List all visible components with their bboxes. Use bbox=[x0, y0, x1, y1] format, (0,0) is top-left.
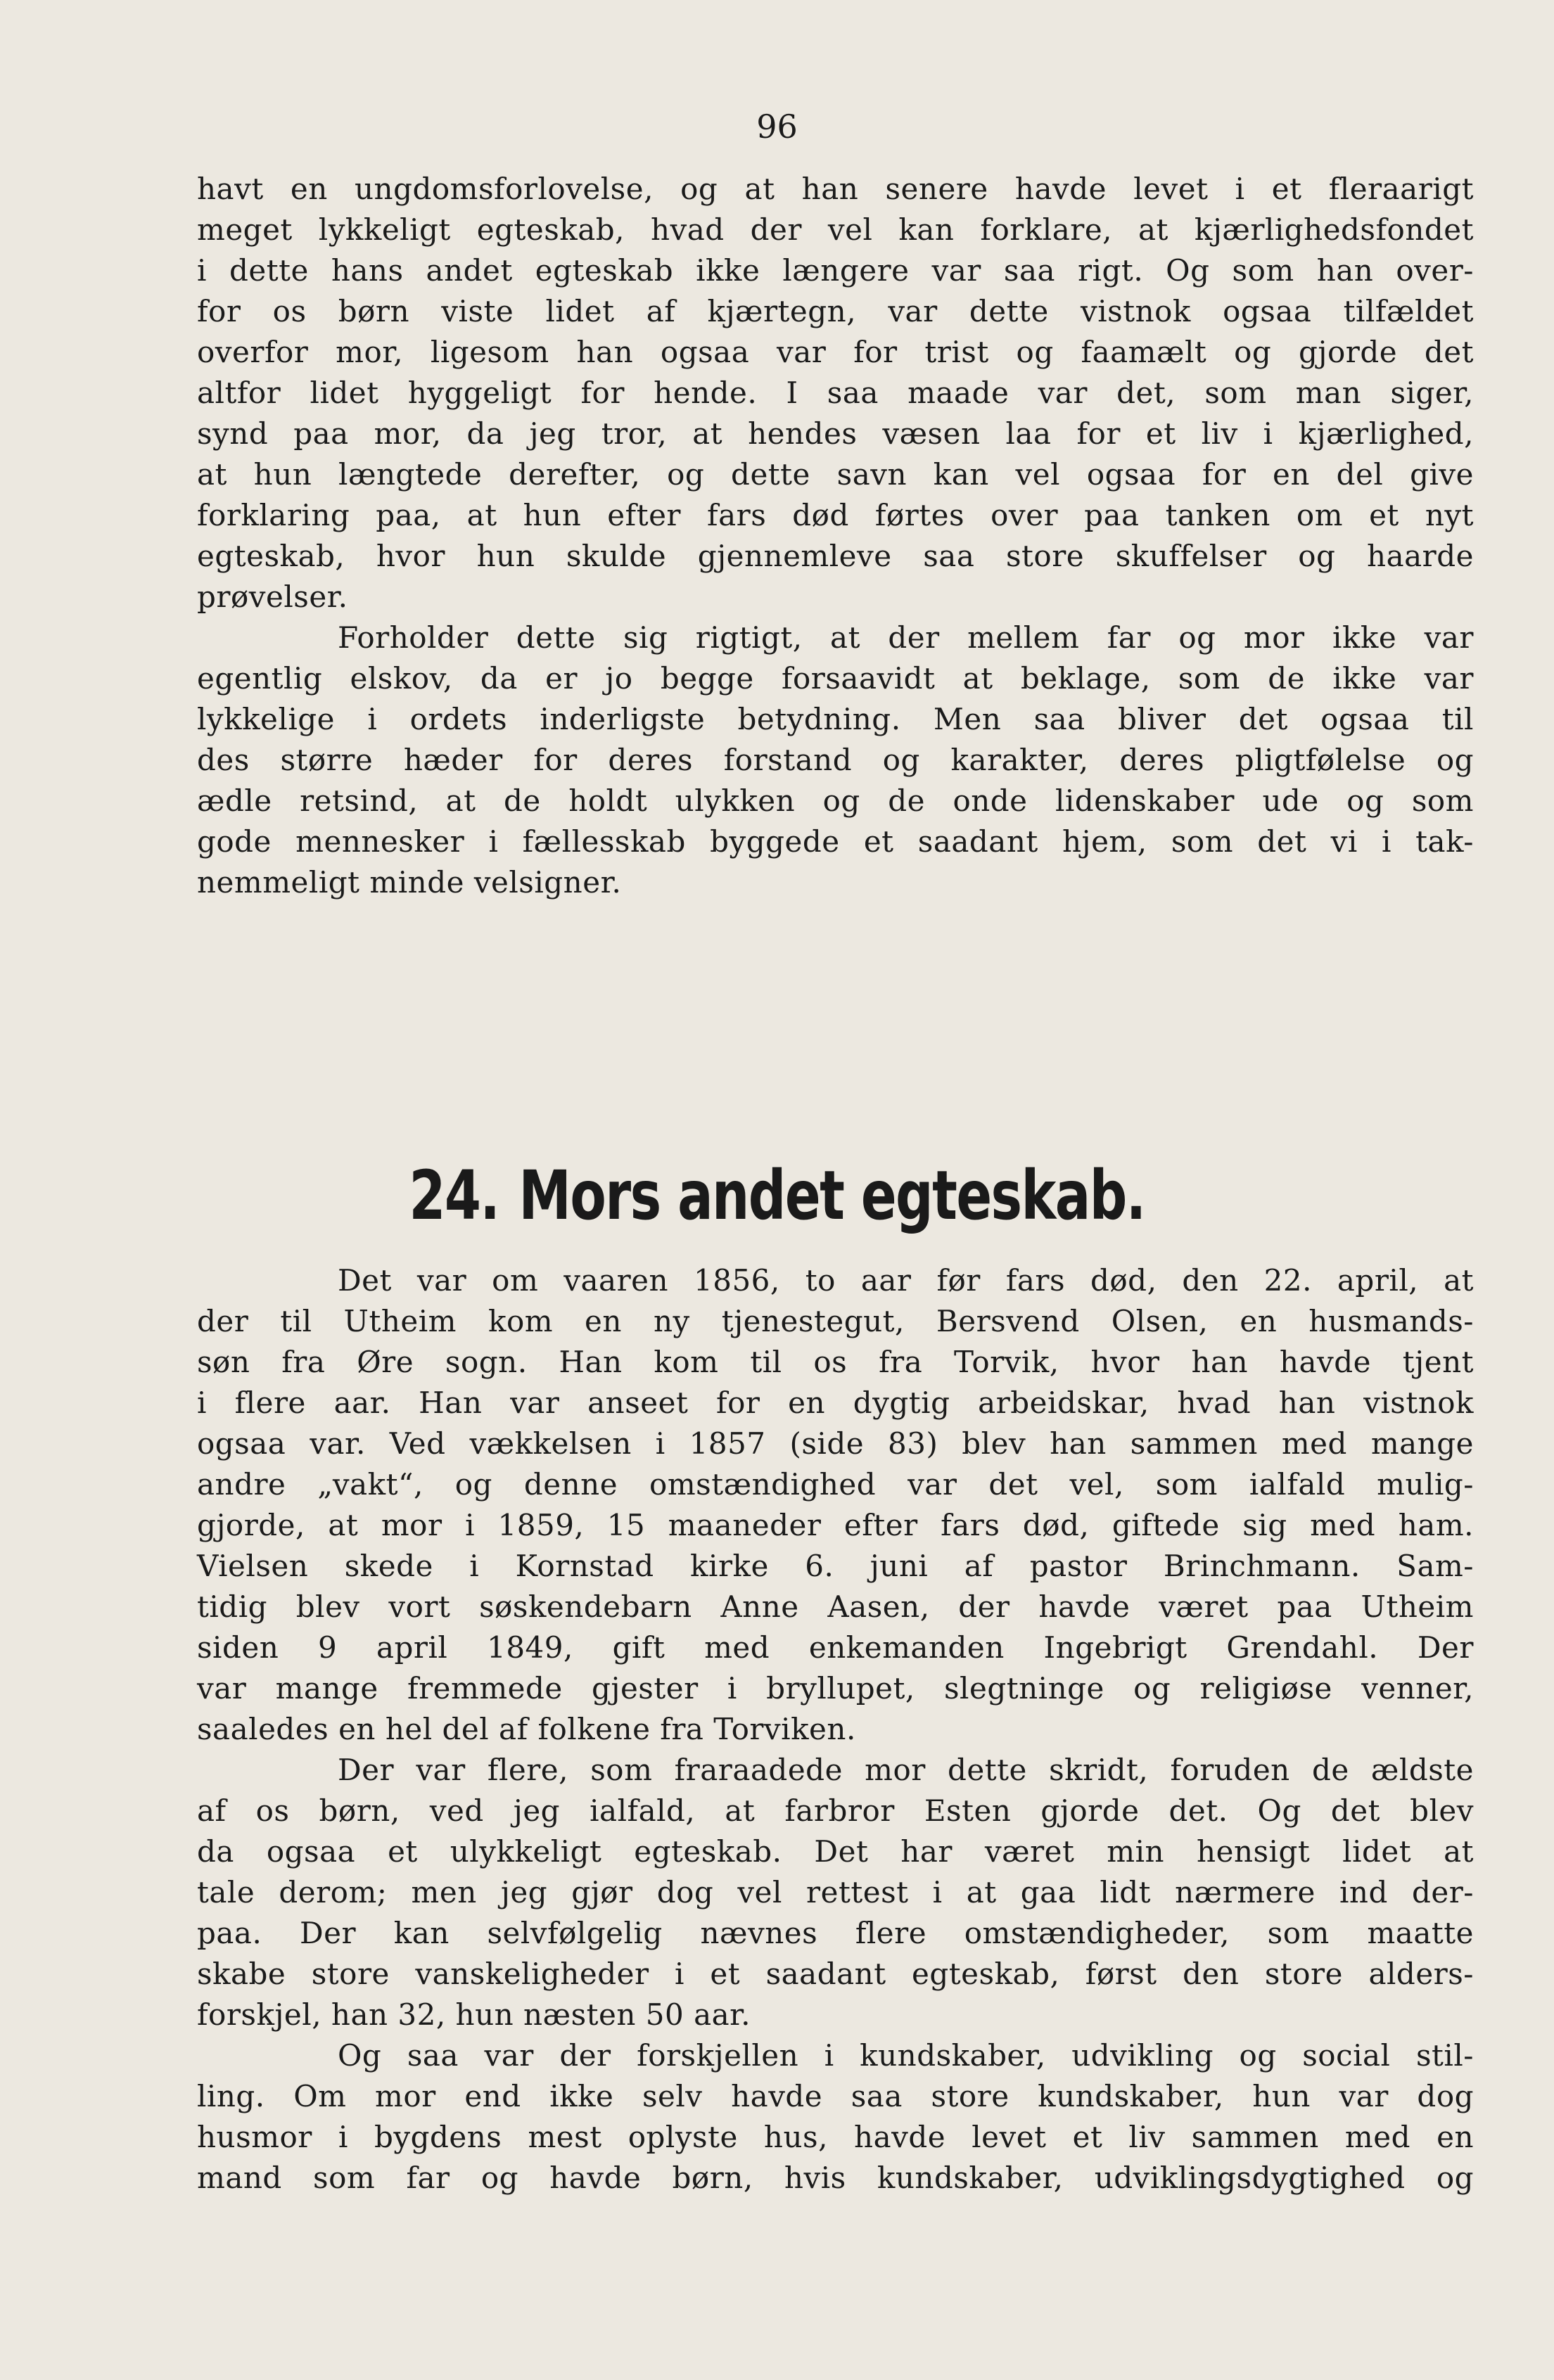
text-line: forskjel, han 32, hun næsten 50 aar. bbox=[197, 1997, 751, 2032]
text-line: forklaring paa, at hun efter fars død førtes over paa tanken om et nyt bbox=[197, 498, 1474, 532]
text-line: i dette hans andet egteskab ikke længere var saa rigt. Og som han over- bbox=[197, 253, 1474, 288]
text-line: paa. Der kan selvfølgelig nævnes flere omstændigheder, som maatte bbox=[197, 1916, 1474, 1950]
text-line: Og saa var der forskjellen i kundskaber, udvikling og social stil- bbox=[338, 2038, 1474, 2073]
text-line: siden 9 april 1849, gift med enkemanden Ingebrigt Grendahl. Der bbox=[197, 1630, 1474, 1665]
text-line: der til Utheim kom en ny tjenestegut, Bersvend Olsen, en husmands- bbox=[197, 1304, 1474, 1338]
text-line: ædle retsind, at de holdt ulykken og de onde lidenskaber ude og som bbox=[197, 783, 1474, 818]
chapter-number: 24. bbox=[409, 1156, 499, 1235]
text-line: lykkelige i ordets inderligste betydning. Men saa bliver det ogsaa til bbox=[197, 702, 1474, 736]
text-line: nemmeligt minde velsigner. bbox=[197, 865, 622, 900]
text-line: Der var flere, som fraraadede mor dette skridt, foruden de ældste bbox=[338, 1753, 1474, 1787]
text-line: gjorde, at mor i 1859, 15 maaneder efter fars død, giftede sig med ham. bbox=[197, 1508, 1474, 1542]
text-line: søn fra Øre sogn. Han kom til os fra Torvik, hvor han havde tjent bbox=[197, 1345, 1474, 1379]
text-line: prøvelser. bbox=[197, 580, 348, 614]
chapter-title: Mors andet egteskab. bbox=[518, 1156, 1145, 1235]
text-line: Forholder dette sig rigtigt, at der mellem far og mor ikke var bbox=[338, 620, 1474, 655]
text-line: at hun længtede derefter, og dette savn kan vel ogsaa for en del give bbox=[197, 457, 1474, 492]
text-line: ogsaa var. Ved vækkelsen i 1857 (side 83) blev han sammen med mange bbox=[197, 1426, 1474, 1461]
chapter-heading bbox=[171, 1153, 1383, 1238]
text-line: var mange fremmede gjester i bryllupet, slegtninge og religiøse venner, bbox=[197, 1671, 1474, 1706]
text-line: meget lykkeligt egteskab, hvad der vel kan forklare, at kjærlighedsfondet bbox=[197, 212, 1474, 247]
text-line: husmor i bygdens mest oplyste hus, havde levet et liv sammen med en bbox=[197, 2120, 1474, 2154]
text-line: overfor mor, ligesom han ogsaa var for trist og faamælt og gjorde det bbox=[197, 335, 1474, 369]
text-line: egteskab, hvor hun skulde gjennemleve saa store skuffelser og haarde bbox=[197, 539, 1474, 573]
text-line: saaledes en hel del af folkene fra Torviken. bbox=[197, 1712, 856, 1746]
text-line: Det var om vaaren 1856, to aar før fars død, den 22. april, at bbox=[338, 1263, 1474, 1298]
text-line: altfor lidet hyggeligt for hende. I saa maade var det, som man siger, bbox=[197, 376, 1474, 410]
text-line: andre „vakt“, og denne omstændighed var det vel, som ialfald mulig- bbox=[197, 1467, 1474, 1502]
text-line: mand som far og havde børn, hvis kundskaber, udviklingsdygtighed og bbox=[197, 2161, 1474, 2195]
text-line: Vielsen skede i Kornstad kirke 6. juni af pastor Brinchmann. Sam- bbox=[197, 1549, 1474, 1583]
text-line: da ogsaa et ulykkeligt egteskab. Det har været min hensigt lidet at bbox=[197, 1834, 1474, 1869]
text-line: synd paa mor, da jeg tror, at hendes væsen laa for et liv i kjærlighed, bbox=[197, 416, 1474, 451]
body-text-bottom bbox=[197, 1260, 1474, 2199]
text-line: ling. Om mor end ikke selv havde saa store kundskaber, hun var dog bbox=[197, 2079, 1474, 2113]
text-line: af os børn, ved jeg ialfald, at farbror Esten gjorde det. Og det blev bbox=[197, 1793, 1474, 1828]
text-line: egentlig elskov, da er jo begge forsaavidt at beklage, som de ikke var bbox=[197, 661, 1474, 696]
page-number: 96 bbox=[756, 108, 798, 146]
text-line: des større hæder for deres forstand og karakter, deres pligtfølelse og bbox=[197, 743, 1474, 777]
text-line: for os børn viste lidet af kjærtegn, var dette vistnok ogsaa tilfældet bbox=[197, 294, 1474, 328]
text-line: i flere aar. Han var anseet for en dygtig arbeidskar, hvad han vistnok bbox=[197, 1386, 1474, 1420]
body-text-top bbox=[197, 169, 1474, 903]
text-line: skabe store vanskeligheder i et saadant egteskab, først den store alders- bbox=[197, 1957, 1474, 1991]
text-line: tale derom; men jeg gjør dog vel rettest i at gaa lidt nærmere ind der- bbox=[197, 1875, 1474, 1909]
text-line: gode mennesker i fællesskab byggede et saadant hjem, som det vi i tak- bbox=[197, 824, 1474, 859]
text-line: havt en ungdomsforlovelse, og at han senere havde levet i et fleraarigt bbox=[197, 172, 1474, 206]
text-line: tidig blev vort søskendebarn Anne Aasen, der havde været paa Utheim bbox=[197, 1589, 1474, 1624]
